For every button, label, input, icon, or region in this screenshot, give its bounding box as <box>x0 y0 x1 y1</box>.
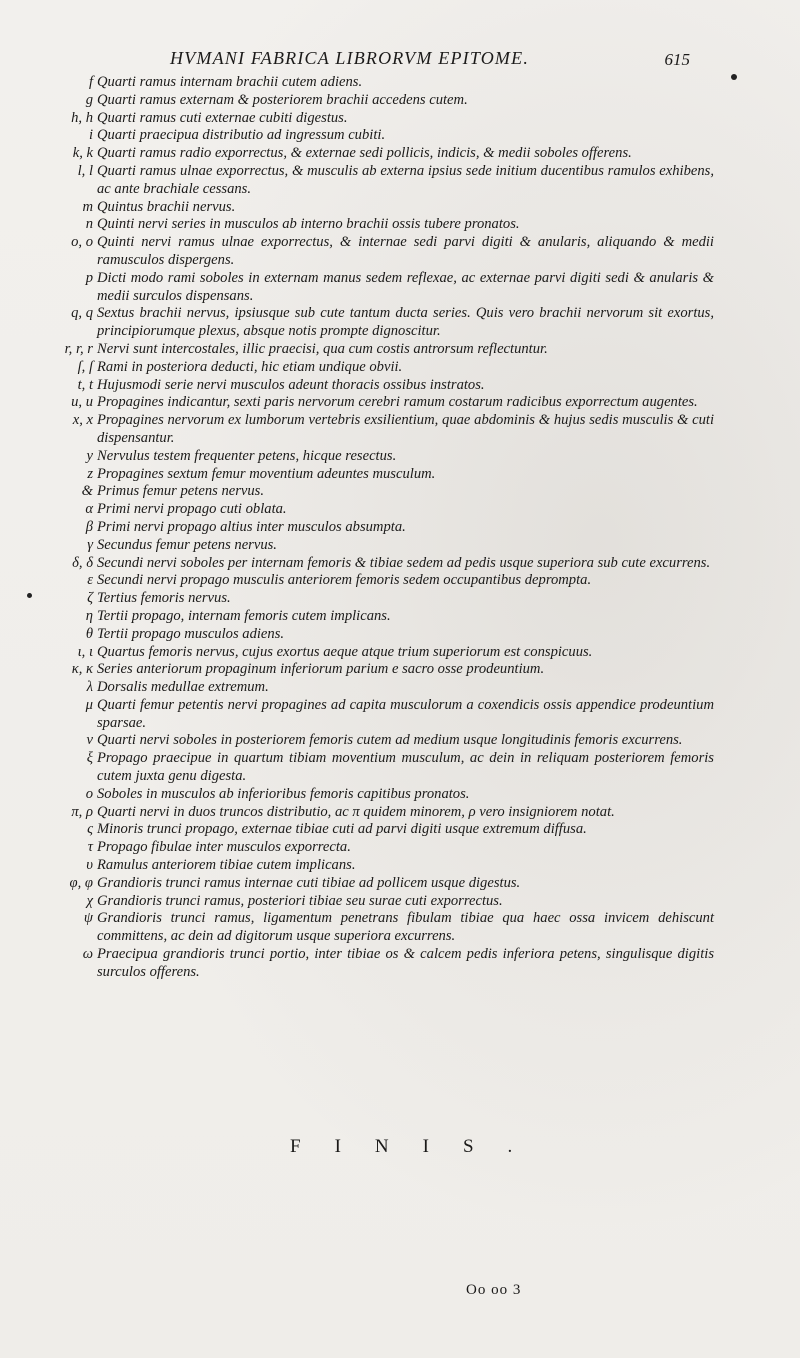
legend-entry <box>0 448 800 466</box>
entry-label: γ <box>87 536 93 553</box>
legend-entry <box>0 199 800 217</box>
legend-entry <box>0 821 800 839</box>
legend-entries <box>0 74 800 982</box>
entry-text: Quartus femoris nervus, cujus exortus aeque atque trium superiorum est conspicuus. <box>97 643 593 660</box>
entry-text: Grandioris trunci ramus, posteriori tibiae seu surae cuti exporrectus. <box>97 892 503 909</box>
entry-text: Primi nervi propago altius inter musculos absumpta. <box>97 518 406 535</box>
entry-label: ω <box>82 946 93 963</box>
legend-entry <box>0 804 800 822</box>
entry-text: Nervi sunt intercostales, illic praecisi, qua cum costis antrorsum reflectuntur. <box>97 340 548 357</box>
entry-text: Quarti ramus radio exporrectus, & externae sedi pollicis, indicis, & medii soboles offerens. <box>97 145 632 162</box>
legend-entry <box>0 590 800 608</box>
legend-entry <box>0 661 800 679</box>
entry-label: ψ <box>83 910 93 927</box>
entry-label: ο <box>85 785 93 802</box>
entry-label: χ <box>86 892 93 909</box>
entry-text: Quarti ramus externam & posteriorem brachii accedens cutem. <box>97 91 468 108</box>
entry-text: Quinti nervi series in musculos ab interno brachii ossis tubere pronatos. <box>97 216 520 233</box>
legend-entry <box>0 127 800 145</box>
entry-label: u, u <box>71 394 93 411</box>
entry-label: m <box>82 198 93 215</box>
ink-speck <box>731 74 737 80</box>
legend-entry <box>0 537 800 555</box>
entry-label: π, ρ <box>71 803 93 820</box>
legend-entry <box>0 644 800 662</box>
entry-label: ſ, ſ <box>77 358 93 375</box>
entry-label: r, r, r <box>64 340 93 357</box>
legend-entry <box>0 519 800 537</box>
entry-label: y <box>86 447 93 464</box>
running-header <box>170 48 690 72</box>
entry-text: Praecipua grandioris trunci portio, inter tibiae os & calcem pedis inferiora petens, singulisque digitis surculos offerens. <box>97 946 714 980</box>
entry-text: Tertii propago, internam femoris cutem implicans. <box>97 607 391 624</box>
entry-label: ι, ι <box>77 643 93 660</box>
entry-label: ε <box>87 572 93 589</box>
entry-text: Propago fibulae inter musculos exporrecta. <box>97 839 351 856</box>
entry-label: τ <box>87 839 93 856</box>
ink-speck <box>27 593 32 598</box>
legend-entry <box>0 697 800 733</box>
entry-label: q, q <box>71 305 93 322</box>
entry-label: κ, κ <box>71 661 93 678</box>
entry-text: Quarti praecipua distributio ad ingressum cubiti. <box>97 127 386 144</box>
legend-entry <box>0 394 800 412</box>
entry-label: θ <box>85 625 93 642</box>
legend-entry <box>0 163 800 199</box>
entry-text: Ramulus anteriorem tibiae cutem implicans. <box>97 857 356 874</box>
entry-text: Quarti nervi soboles in posteriorem femoris cutem ad medium usque longitudinis femoris excurrens. <box>97 732 683 749</box>
entry-text: Soboles in musculos ab inferioribus femoris capitibus pronatos. <box>97 785 470 802</box>
legend-entry <box>0 216 800 234</box>
entry-text: Quarti nervi in duos truncos distributio, ac π quidem minorem, ρ vero insigniorem notat. <box>97 803 615 820</box>
legend-entry <box>0 483 800 501</box>
legend-entry <box>0 572 800 590</box>
entry-text: Sextus brachii nervus, ipsiusque sub cute tantum ducta series. Quis vero brachii nervorum sit exortus, principiorumque plexus, absque notis prompte dignoscitur. <box>97 305 714 340</box>
page-number: 615 <box>664 50 690 69</box>
legend-entry <box>0 359 800 377</box>
entry-label: μ <box>85 696 93 713</box>
entry-text: Secundi nervi propago musculis anteriorem femoris sedem occupantibus deprompta. <box>97 572 592 589</box>
entry-label: k, k <box>72 145 93 162</box>
entry-label: o, o <box>71 234 93 251</box>
entry-label: β <box>85 518 93 535</box>
entry-label: ξ <box>86 750 93 767</box>
entry-label: i <box>88 127 93 144</box>
legend-entry <box>0 839 800 857</box>
legend-entry <box>0 875 800 893</box>
entry-label: υ <box>86 857 93 874</box>
entry-label: φ, φ <box>69 874 93 891</box>
legend-entry <box>0 145 800 163</box>
legend-entry <box>0 857 800 875</box>
entry-text: Propagines sextum femur moventium adeuntes musculum. <box>97 465 436 482</box>
entry-text: Propagines nervorum ex lumborum vertebris exsilientium, quae abdominis & hujus sedis musculis & cuti dispensantur. <box>97 412 714 446</box>
gathering-signature: Oo oo 3 <box>466 1282 522 1298</box>
entry-text: Tertius femoris nervus. <box>97 590 231 607</box>
entry-label: η <box>85 607 93 624</box>
legend-entry <box>0 608 800 626</box>
entry-text: Primi nervi propago cuti oblata. <box>97 501 287 518</box>
entry-label: f <box>88 74 93 90</box>
legend-entry <box>0 893 800 911</box>
entry-text: Quinti nervi ramus ulnae exporrectus, & internae sedi parvi digiti & anularis, aliquando & medii ramusculos dispergens. <box>97 234 714 268</box>
legend-entry <box>0 234 800 270</box>
legend-entry <box>0 466 800 484</box>
entry-text: Grandioris trunci ramus internae cuti tibiae ad pollicem usque digestus. <box>97 874 521 891</box>
legend-entry <box>0 786 800 804</box>
entry-label: ζ <box>87 590 93 607</box>
entry-text: Secundi nervi soboles per internam femoris & tibiae sedem ad pedis usque superiora sub cute excurrens. <box>97 554 711 571</box>
legend-entry <box>0 626 800 644</box>
entry-text: Primus femur petens nervus. <box>97 483 264 500</box>
entry-text: Quarti femur petentis nervi propagines ad capita musculorum a coxendicis ossis appendice prodeuntium sparsae. <box>97 696 714 731</box>
entry-label: δ, δ <box>72 554 93 571</box>
entry-text: Quarti ramus ulnae exporrectus, & musculis ab externa ipsius sede initium ducentibus ramulos exhibens, ac ante brachiale cessans. <box>97 162 714 197</box>
entry-text: Propagines indicantur, sexti paris nervorum cerebri ramum costarum radicibus exporrectum augentes. <box>97 394 698 411</box>
legend-entry <box>0 341 800 359</box>
entry-text: Quintus brachii nervus. <box>97 198 236 215</box>
legend-entry <box>0 110 800 128</box>
legend-entry <box>0 910 800 946</box>
entry-text: Series anteriorum propaginum inferiorum parium e sacro osse prodeuntium. <box>97 661 545 678</box>
legend-entry <box>0 92 800 110</box>
entry-text: Dicti modo rami soboles in externam manus sedem reflexae, ac externae parvi digiti sedi & anularis & medii surculos dispensans. <box>97 269 714 304</box>
running-title: HVMANI FABRICA LIBRORVM EPITOME. <box>170 48 530 68</box>
entry-text: Minoris trunci propago, externae tibiae cuti ad parvi digiti usque extremum diffusa. <box>97 821 587 838</box>
entry-label: & <box>81 483 93 500</box>
entry-text: Propago praecipue in quartum tibiam moventium musculum, ac dein in reliquam posteriorem femoris cutem juxta genu digesta. <box>97 750 714 785</box>
entry-text: Quarti ramus cuti externae cubiti digestus. <box>97 109 348 126</box>
entry-text: Secundus femur petens nervus. <box>97 536 277 553</box>
finis-text: FINIS. <box>290 1136 547 1157</box>
entry-label: n <box>85 216 93 233</box>
entry-label: h, h <box>71 109 93 126</box>
entry-text: Hujusmodi serie nervi musculos adeunt thoracis ossibus instratos. <box>97 376 485 393</box>
entry-label: l, l <box>77 162 93 179</box>
legend-entry <box>0 501 800 519</box>
entry-label: ν <box>86 732 93 749</box>
entry-label: x, x <box>72 412 93 429</box>
entry-label: p <box>85 269 93 286</box>
legend-entry <box>0 750 800 786</box>
legend-entry <box>0 679 800 697</box>
legend-entry <box>0 377 800 395</box>
entry-text: Rami in posteriora deducti, hic etiam undique obvii. <box>97 358 403 375</box>
entry-label: t, t <box>77 376 93 393</box>
entry-text: Grandioris trunci ramus, ligamentum penetrans fibulam tibiae qua haec ossa invicem dehiscunt committens, ac dein ad digitorum usque superiora excurrens. <box>97 910 714 945</box>
legend-entry <box>0 305 800 341</box>
entry-label: ς <box>87 821 93 838</box>
entry-label: α <box>85 501 93 518</box>
entry-label: z <box>87 465 93 482</box>
entry-text: Tertii propago musculos adiens. <box>97 625 285 642</box>
entry-text: Dorsalis medullae extremum. <box>97 679 269 696</box>
entry-text: Quarti ramus internam brachii cutem adiens. <box>97 74 363 90</box>
entry-label: λ <box>86 679 93 696</box>
legend-entry <box>0 74 800 92</box>
legend-entry <box>0 732 800 750</box>
entry-text: Nervulus testem frequenter petens, hicque resectus. <box>97 447 397 464</box>
legend-entry <box>0 946 800 982</box>
legend-entry <box>0 412 800 448</box>
legend-entry <box>0 555 800 573</box>
legend-entry <box>0 270 800 306</box>
entry-label: g <box>85 91 93 108</box>
